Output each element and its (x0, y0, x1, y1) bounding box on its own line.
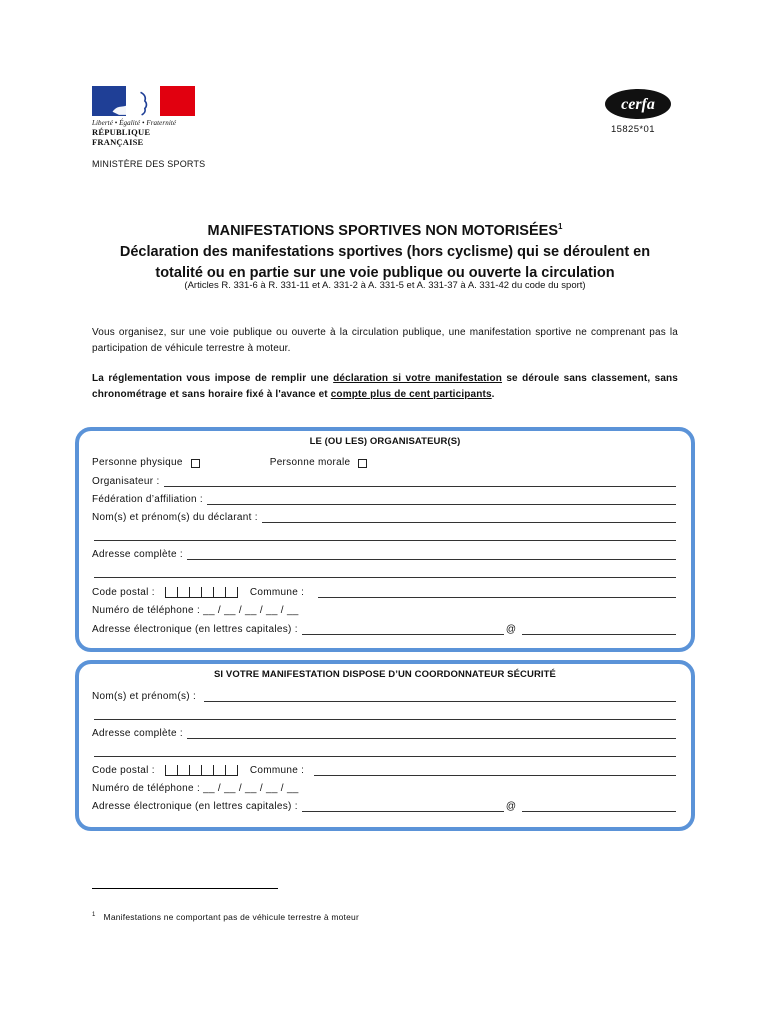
coord-adresse-field[interactable] (187, 729, 676, 739)
code-postal-label: Code postal : (92, 587, 155, 598)
motto-text: Liberté • Égalité • Fraternité (92, 119, 177, 127)
coord-adresse-row-2 (92, 747, 676, 757)
title-line-2: Déclaration des manifestations sportives (hors cyclisme) qui se déroulent en (119, 243, 651, 260)
commune-label: Commune : (249, 587, 305, 598)
code-postal-field[interactable] (165, 587, 238, 598)
coord-commune-field[interactable] (314, 766, 676, 776)
personne-morale-label: Personne morale (269, 457, 351, 468)
security-section-title: SI VOTRE MANIFESTATION DISPOSE D’UN COORDONNATEUR SÉCURITÉ (213, 669, 556, 680)
adresse-field[interactable] (187, 550, 676, 560)
footnote-number: 1 (92, 912, 96, 919)
coord-code-postal-row (92, 765, 676, 776)
regulation-highlight-1: déclaration si votre manifestation (333, 373, 502, 384)
coord-noms-field-2[interactable] (94, 710, 676, 720)
declarant-field[interactable] (262, 513, 676, 523)
declarant-label: Nom(s) et prénom(s) du déclarant : (92, 512, 258, 523)
cerfa-number: 15825*01 (611, 124, 655, 135)
coord-email-row (92, 801, 676, 812)
declarant-row-2 (92, 531, 676, 541)
email-label: Adresse électronique (en lettres capitales) : (92, 624, 298, 635)
coord-noms-row-2 (92, 710, 676, 720)
cerfa-logo-text: cerfa (621, 96, 655, 113)
coord-email-domain-field[interactable] (522, 802, 676, 812)
coord-telephone-field[interactable]: Numéro de téléphone : __ / __ / __ / __ / __ (92, 783, 299, 794)
coord-adresse-label: Adresse complète : (92, 728, 183, 739)
organizer-section (75, 427, 695, 652)
republic-text: RÉPUBLIQUE FRANÇAISE (92, 127, 151, 147)
email-local-field[interactable] (302, 625, 504, 635)
adresse-row-2 (92, 568, 676, 578)
footnote (92, 912, 359, 922)
marianne-silhouette-icon (108, 88, 158, 116)
page-title (60, 216, 710, 284)
coord-code-postal-field[interactable] (165, 765, 238, 776)
coord-code-postal-label: Code postal : (92, 765, 155, 776)
code-postal-row (92, 587, 676, 598)
coord-noms-field[interactable] (204, 692, 676, 702)
coord-commune-label: Commune : (249, 765, 305, 776)
ministry-name: MINISTÈRE DES SPORTS (92, 159, 206, 169)
adresse-label: Adresse complète : (92, 549, 183, 560)
organizer-section-title: LE (OU LES) ORGANISATEUR(S) (309, 436, 461, 447)
federation-label: Fédération d’affiliation : (92, 494, 204, 505)
email-at: @ (505, 624, 517, 635)
organisateur-field[interactable] (164, 477, 676, 487)
personne-morale-checkbox[interactable] (358, 459, 367, 468)
cerfa-logo (604, 88, 672, 120)
security-coordinator-section (75, 660, 695, 831)
intro-paragraph: Vous organisez, sur une voie publique ou ouverte à la circulation publique, une manifestation sportive ne comprenant pas la participation de véhicule terrestre à moteur. (92, 327, 678, 354)
republique-francaise-logo (92, 86, 196, 147)
organisateur-row (92, 476, 676, 487)
organisateur-label: Organisateur : (92, 476, 160, 487)
coord-noms-label: Nom(s) et prénom(s) : (92, 691, 197, 702)
coord-email-local-field[interactable] (302, 802, 504, 812)
regulation-paragraph: La réglementation vous impose de remplir une déclaration si votre manifestation se déroule sans classement, sans chronométrage et sans horaire fixé à l'avance et compte plus de cent participants. (92, 373, 678, 400)
adresse-row (92, 549, 676, 560)
title-line-3: totalité ou en partie sur une voie publique ou ouverte la circulation (155, 264, 615, 281)
federation-row (92, 494, 676, 505)
personne-physique-label: Personne physique (92, 457, 183, 468)
coord-adresse-field-2[interactable] (94, 747, 676, 757)
coord-telephone-row (92, 783, 676, 794)
email-domain-field[interactable] (522, 625, 676, 635)
declarant-row (92, 512, 676, 523)
coord-noms-row (92, 691, 676, 702)
regulation-highlight-2: compte plus de cent participants (330, 389, 492, 400)
footnote-separator (92, 888, 278, 889)
coord-email-label: Adresse électronique (en lettres capitales) : (92, 801, 298, 812)
title-line-1: MANIFESTATIONS SPORTIVES NON MOTORISÉES (207, 222, 558, 239)
footnote-ref: 1 (558, 222, 563, 231)
footnote-text: Manifestations ne comportant pas de véhicule terrestre à moteur (103, 912, 359, 922)
person-type-row (92, 457, 676, 468)
personne-physique-checkbox[interactable] (191, 459, 200, 468)
coord-email-at: @ (505, 801, 517, 812)
coord-adresse-row (92, 728, 676, 739)
telephone-row (92, 605, 676, 616)
telephone-field[interactable]: Numéro de téléphone : __ / __ / __ / __ / __ (92, 605, 299, 616)
declarant-field-2[interactable] (94, 531, 676, 541)
legal-articles: (Articles R. 331-6 à R. 331-11 et A. 331-2 à A. 331-5 et A. 331-37 à A. 331-42 du code du sport) (184, 280, 586, 291)
email-row (92, 624, 676, 635)
commune-field[interactable] (318, 588, 676, 598)
adresse-field-2[interactable] (94, 568, 676, 578)
federation-field[interactable] (207, 495, 676, 505)
